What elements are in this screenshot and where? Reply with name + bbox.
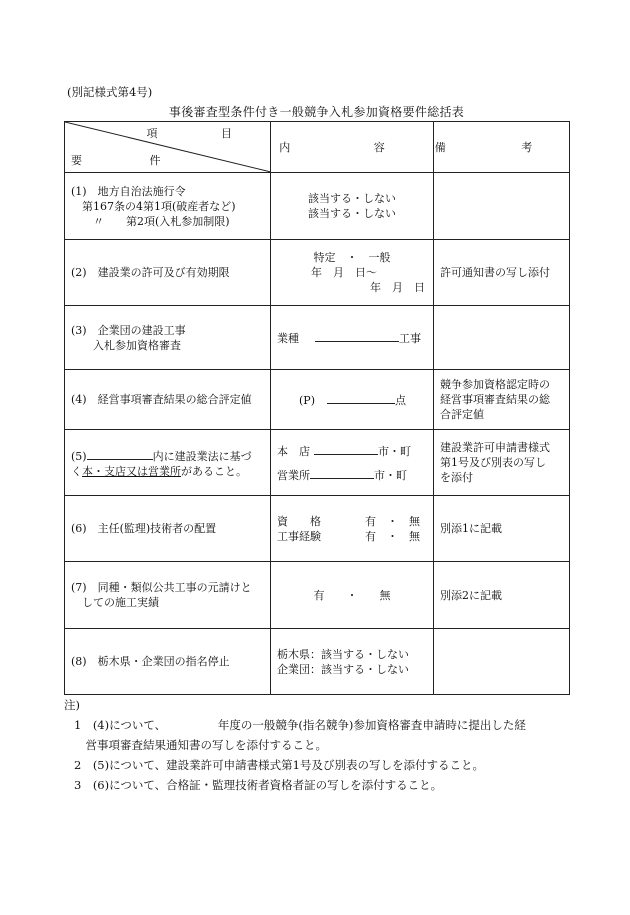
content-line: 年 月 日 (370, 281, 425, 294)
row-5-item (65, 430, 271, 496)
row-6-item (65, 496, 271, 562)
table-header-row (65, 122, 570, 173)
requirements-table (64, 121, 570, 695)
remarks-line: 合評定値 (440, 408, 484, 421)
remarks-line: を添付 (440, 471, 473, 484)
row-7-remarks (434, 562, 570, 629)
row-3-remarks (434, 306, 570, 370)
notes-section (64, 695, 574, 795)
remarks-line: 競争参加資格認定時の (440, 378, 550, 391)
row-4-content (271, 370, 434, 430)
note-item: 営事項審査結果通知書の写しを添付すること。 (74, 738, 327, 752)
header-requirement-label: 要 件 (71, 154, 193, 167)
item-line: (1) 地方自治法施行令 (71, 184, 186, 198)
table-row (65, 496, 570, 562)
content-line: 有 ・ 無 (365, 529, 420, 543)
blank-underline (327, 391, 395, 404)
row-7-item (65, 562, 271, 629)
row-2-remarks (434, 240, 570, 306)
item-line: (8) 栃木県・企業団の指名停止 (71, 655, 230, 668)
content-line: 本 店 (277, 445, 310, 458)
form-number: (別記様式第4号) (67, 85, 153, 99)
table-row (65, 306, 570, 370)
item-line: (7) 同種・類似公共工事の元請けと (71, 581, 252, 594)
blank-underline (310, 466, 374, 479)
table-row (65, 173, 570, 240)
remarks-line: 許可通知書の写し添付 (440, 266, 550, 279)
content-line: 有 ・ 無 (313, 588, 391, 602)
row-1-remarks (434, 173, 570, 240)
table-row (65, 430, 570, 496)
item-line: (5) (71, 449, 87, 463)
item-line: (3) 企業団の建設工事 (71, 323, 186, 337)
row-5-remarks (434, 430, 570, 496)
content-line: 資 格 (277, 514, 321, 528)
item-line: く (71, 464, 82, 478)
remarks-line: 第1号及び別表の写し (440, 456, 546, 469)
row-1-content (271, 173, 434, 240)
item-line: (6) 主任(監理)技術者の配置 (71, 522, 217, 535)
content-line: 有 ・ 無 (365, 514, 420, 528)
header-remarks-label: 備 考 (434, 122, 570, 173)
content-line: 栃木県：該当する・しない (277, 647, 409, 661)
content-line: 業種 (277, 332, 299, 345)
content-line: 該当する・しない (308, 207, 396, 220)
blank-underline (315, 329, 399, 342)
item-line: 内に建設業法に基づ (152, 449, 252, 463)
content-line: 年 月 日～ (311, 266, 377, 279)
content-line: 工事 (399, 332, 421, 345)
blank-underline (87, 447, 153, 460)
content-line: 市・町 (374, 469, 407, 482)
note-item: 2 (5)について、建設業許可申請書様式第1号及び別表の写しを添付すること。 (74, 758, 484, 772)
document-title: 事後審査型条件付き一般競争入札参加資格要件総括表 (168, 105, 465, 119)
content-line: 工事経験 (277, 529, 321, 543)
remarks-line: 建設業許可申請書様式 (440, 441, 550, 454)
row-6-content (271, 496, 434, 562)
item-line: 第167条の4第1項(破産者など) (71, 199, 236, 213)
table-row (65, 370, 570, 430)
item-line: (4) 経営事項審査結果の総合評定値 (71, 393, 252, 406)
row-7-content (271, 562, 434, 629)
row-2-item (65, 240, 271, 306)
table-row (65, 240, 570, 306)
row-3-item (65, 306, 271, 370)
item-line: 入札参加資格審査 (71, 338, 181, 352)
underlined-text: 本・支店又は営業所 (82, 464, 181, 478)
diagonal-header-cell (65, 122, 270, 172)
item-line: があること。 (181, 464, 247, 478)
notes-label: 注) (64, 698, 80, 712)
content-line: 営業所 (277, 469, 310, 482)
table-row (65, 562, 570, 629)
content-line: 企業団：該当する・しない (277, 662, 409, 676)
remarks-line: 別添1に記載 (440, 522, 502, 535)
remarks-line: 別添2に記載 (440, 588, 502, 602)
row-3-content (271, 306, 434, 370)
row-2-content (271, 240, 434, 306)
content-line: 点 (394, 394, 406, 407)
content-line: 該当する・しない (308, 192, 396, 205)
row-1-item (65, 173, 271, 240)
item-line: しての施工実績 (71, 596, 159, 609)
note-item: 1 (4)について、 年度の一般競争(指名競争)参加資格審査申請時に提出した経 (74, 718, 526, 732)
content-line: (P) (299, 394, 315, 407)
row-6-remarks (434, 496, 570, 562)
blank-underline (314, 442, 378, 455)
header-item-label: 項 目 (146, 127, 262, 140)
remarks-line: 経営事項審査結果の総 (440, 393, 550, 406)
content-line: 市・町 (378, 445, 411, 458)
table-row (65, 629, 570, 695)
row-5-content (271, 430, 434, 496)
row-4-remarks (434, 370, 570, 430)
row-8-remarks (434, 629, 570, 695)
row-4-item (65, 370, 271, 430)
header-content-label: 内 容 (271, 122, 434, 173)
note-item: 3 (6)について、合格証・監理技術者資格者証の写しを添付すること。 (74, 778, 443, 792)
row-8-item (65, 629, 271, 695)
item-line: (2) 建設業の許可及び有効期限 (71, 266, 230, 279)
item-line: 〃 第2項(入札参加制限) (71, 214, 230, 228)
content-line: 特定 ・ 一般 (313, 251, 391, 264)
row-8-content (271, 629, 434, 695)
